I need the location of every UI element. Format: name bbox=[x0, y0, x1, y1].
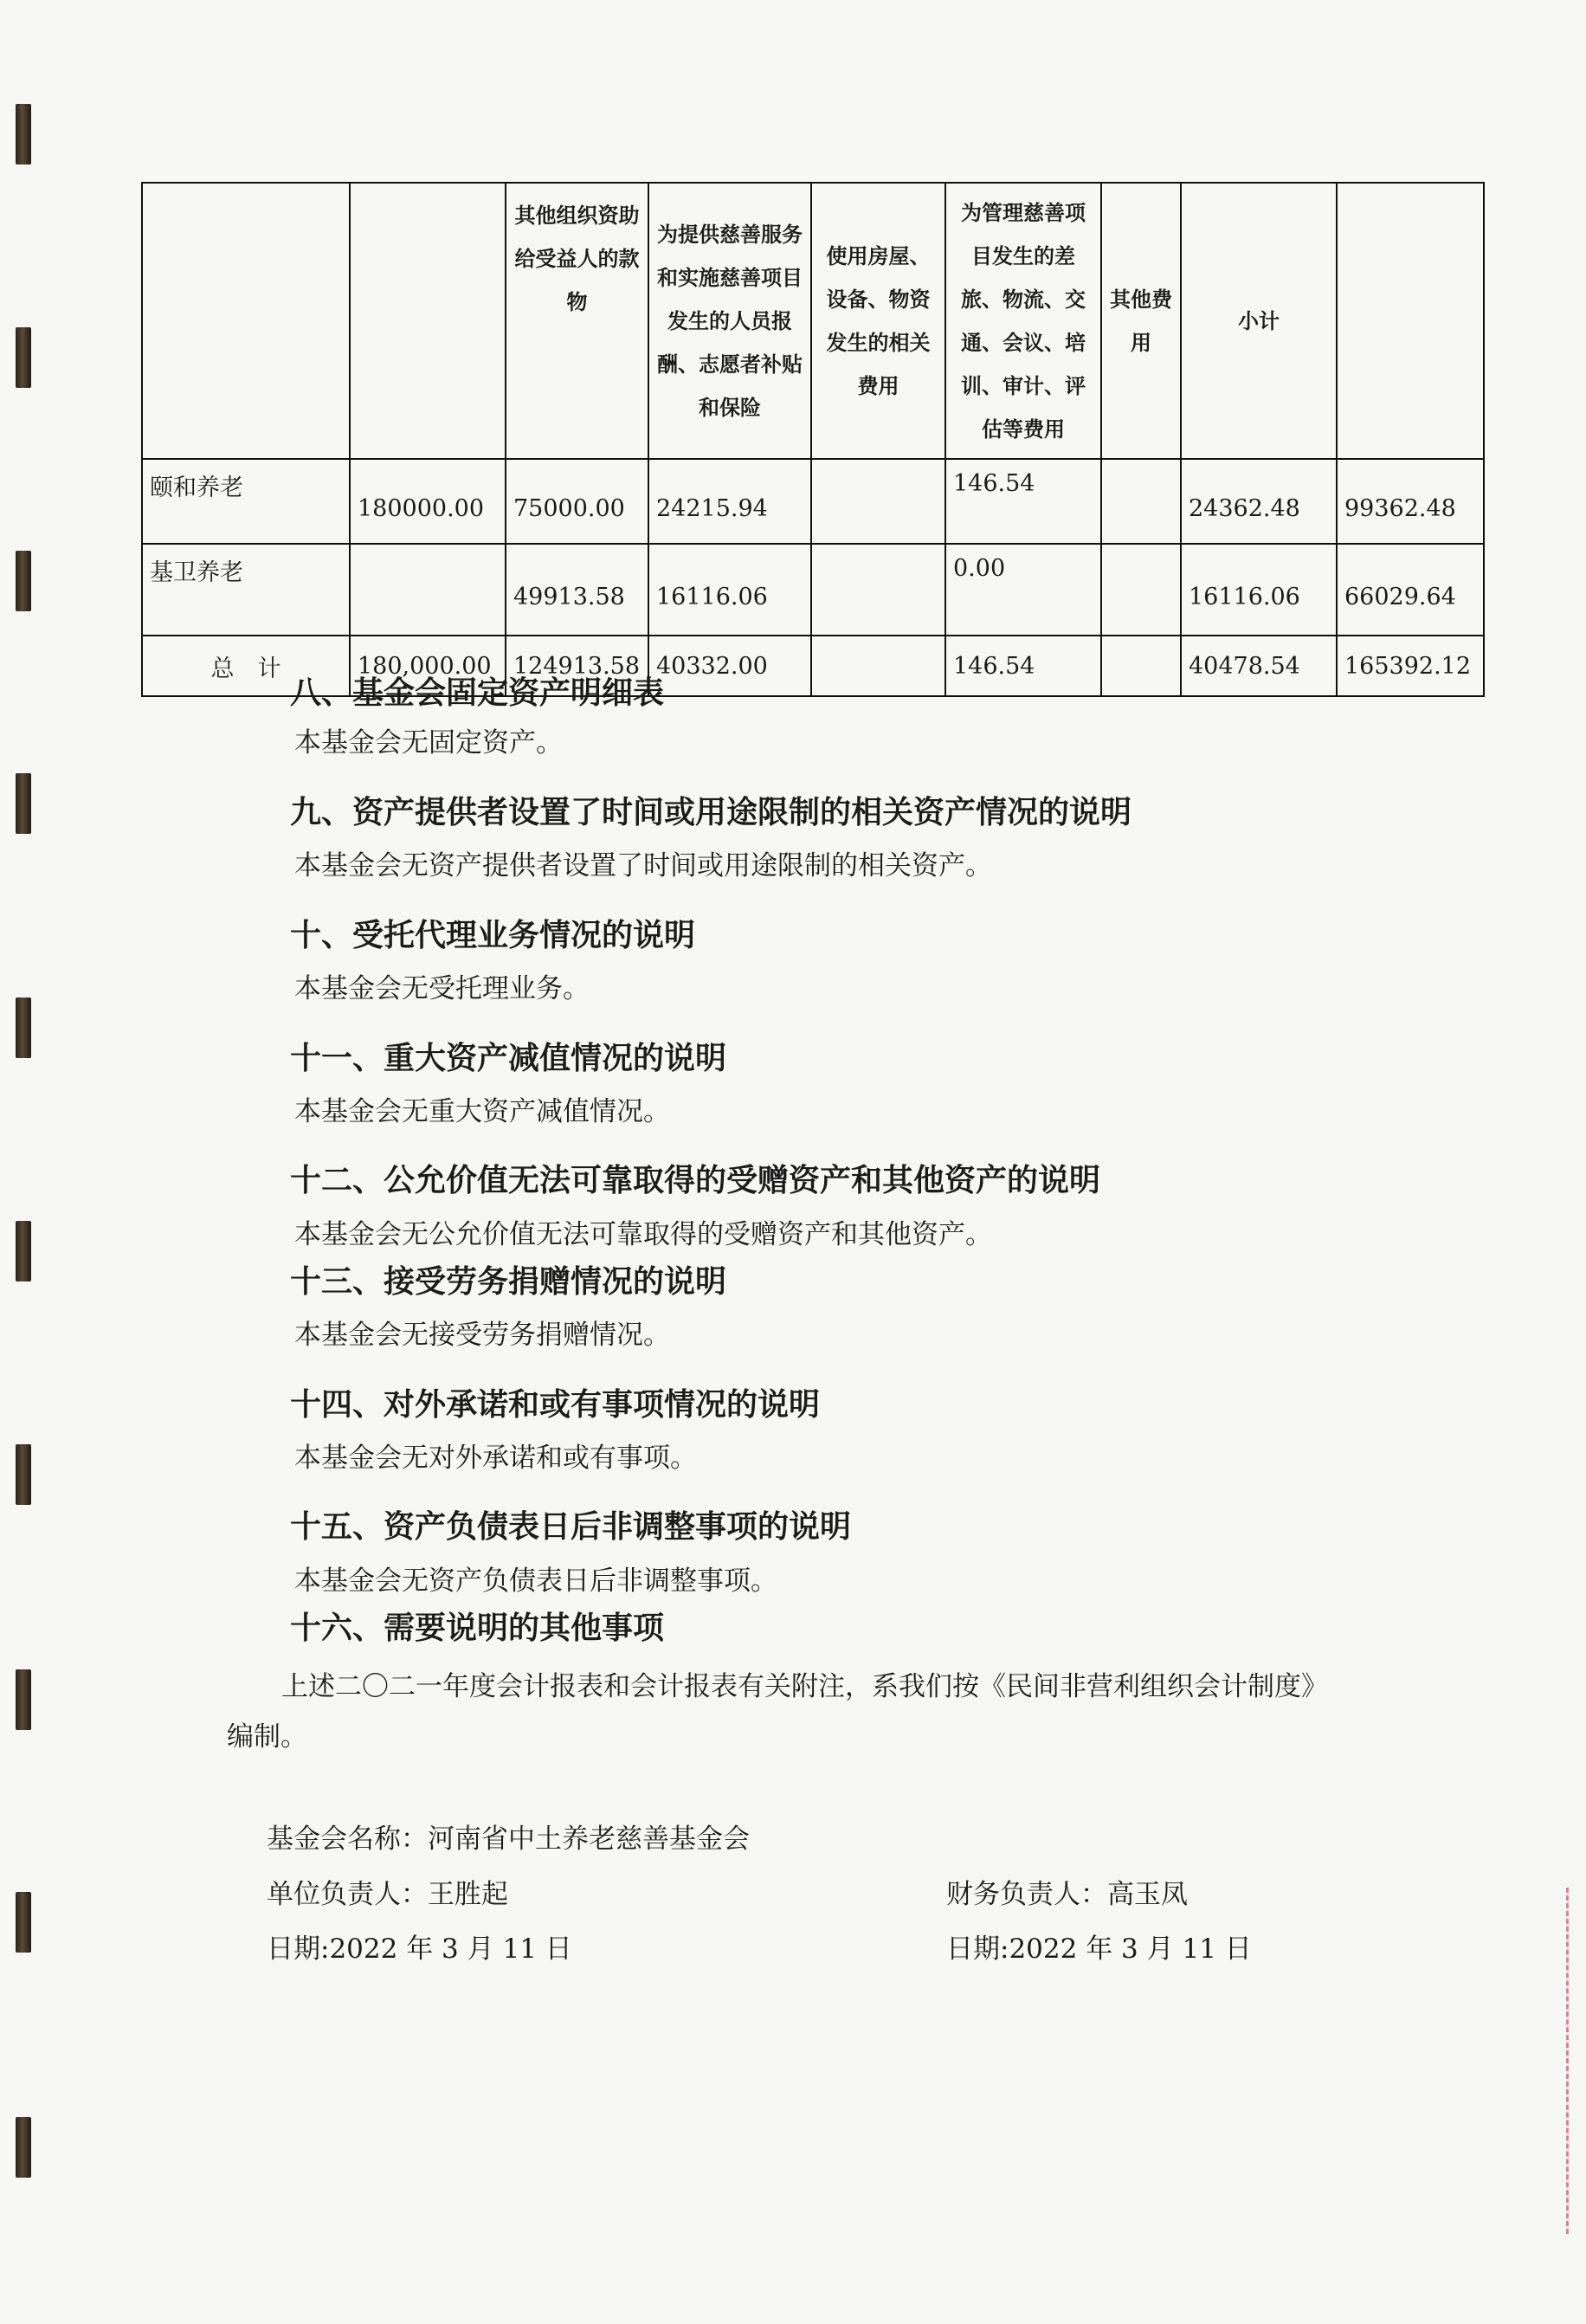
row-name: 总 计 bbox=[142, 636, 350, 696]
cell: 40332.00 bbox=[648, 636, 811, 696]
header-cell: 使用房屋、设备、物资发生的相关费用 bbox=[811, 183, 945, 459]
closing-statement-end: 编制。 bbox=[227, 1721, 307, 1753]
stamp-fragment bbox=[1566, 1888, 1586, 2234]
header-cell bbox=[1337, 183, 1484, 459]
section-title: 十六、需要说明的其他事项 bbox=[290, 1610, 665, 1646]
section-body: 本基金会无接受劳务捐赠情况。 bbox=[294, 1320, 670, 1351]
cell bbox=[350, 544, 506, 636]
header-cell: 为管理慈善项目发生的差旅、物流、交通、会议、培训、审计、评估等费用 bbox=[945, 183, 1101, 459]
header-cell bbox=[142, 183, 350, 459]
unit-head: 单位负责人：王胜起 bbox=[267, 1879, 508, 1910]
cell: 180000.00 bbox=[350, 459, 506, 544]
table-row bbox=[142, 544, 1484, 636]
cell bbox=[1101, 544, 1181, 636]
header-cell: 小计 bbox=[1181, 183, 1337, 459]
cell: 0.00 bbox=[945, 544, 1101, 636]
section-body: 本基金会无对外承诺和或有事项。 bbox=[294, 1443, 697, 1474]
cell: 180,000.00 bbox=[350, 636, 506, 696]
cell: 24215.94 bbox=[648, 459, 811, 544]
section-body: 本基金会无重大资产减值情况。 bbox=[294, 1096, 670, 1127]
date-right: 日期:2022 年 3 月 11 日 bbox=[946, 1933, 1252, 1965]
row-name: 基卫养老 bbox=[142, 544, 350, 636]
header-cell: 其他费用 bbox=[1101, 183, 1181, 459]
cell: 99362.48 bbox=[1337, 459, 1484, 544]
cell bbox=[811, 636, 945, 696]
foundation-name: 基金会名称：河南省中土养老慈善基金会 bbox=[267, 1824, 750, 1855]
section-title: 十三、接受劳务捐赠情况的说明 bbox=[290, 1263, 727, 1300]
cell: 40478.54 bbox=[1181, 636, 1337, 696]
cell bbox=[1101, 459, 1181, 544]
cell: 165392.12 bbox=[1337, 636, 1484, 696]
section-title: 九、资产提供者设置了时间或用途限制的相关资产情况的说明 bbox=[290, 794, 1132, 830]
section-body: 本基金会无公允价值无法可靠取得的受赠资产和其他资产。 bbox=[294, 1219, 992, 1250]
cell bbox=[811, 544, 945, 636]
cell: 124913.58 bbox=[506, 636, 648, 696]
header-cell bbox=[350, 183, 506, 459]
cell bbox=[1101, 636, 1181, 696]
section-body: 本基金会无固定资产。 bbox=[294, 727, 563, 759]
header-cell: 为提供慈善服务和实施慈善项目发生的人员报酬、志愿者补贴和保险 bbox=[648, 183, 811, 459]
cell: 66029.64 bbox=[1337, 544, 1484, 636]
table-row bbox=[142, 459, 1484, 544]
closing-statement: 上述二〇二一年度会计报表和会计报表有关附注，系我们按《民间非营利组织会计制度》 bbox=[281, 1671, 1328, 1702]
section-title: 十四、对外承诺和或有事项情况的说明 bbox=[290, 1386, 821, 1423]
cell: 146.54 bbox=[945, 459, 1101, 544]
cell: 75000.00 bbox=[506, 459, 648, 544]
cell: 24362.48 bbox=[1181, 459, 1337, 544]
binding-holes bbox=[16, 0, 42, 2324]
finance-head: 财务负责人：高玉凤 bbox=[946, 1879, 1188, 1910]
date-left: 日期:2022 年 3 月 11 日 bbox=[267, 1933, 572, 1965]
cell: 146.54 bbox=[945, 636, 1101, 696]
row-name: 颐和养老 bbox=[142, 459, 350, 544]
section-body: 本基金会无资产负债表日后非调整事项。 bbox=[294, 1565, 777, 1597]
section-body: 本基金会无受托理业务。 bbox=[294, 973, 590, 1004]
cell: 49913.58 bbox=[506, 544, 648, 636]
section-title: 十、受托代理业务情况的说明 bbox=[290, 917, 696, 953]
section-title: 十一、重大资产减值情况的说明 bbox=[290, 1040, 727, 1076]
section-body: 本基金会无资产提供者设置了时间或用途限制的相关资产。 bbox=[294, 850, 992, 881]
section-title: 八、基金会固定资产明细表 bbox=[290, 675, 665, 711]
cell: 16116.06 bbox=[1181, 544, 1337, 636]
section-title: 十五、资产负债表日后非调整事项的说明 bbox=[290, 1508, 852, 1545]
cell: 16116.06 bbox=[648, 544, 811, 636]
header-cell: 其他组织资助给受益人的款物 bbox=[506, 183, 648, 459]
cell bbox=[811, 459, 945, 544]
expense-table bbox=[141, 182, 1485, 697]
table-header-row bbox=[142, 183, 1484, 459]
section-title: 十二、公允价值无法可靠取得的受赠资产和其他资产的说明 bbox=[290, 1162, 1101, 1198]
